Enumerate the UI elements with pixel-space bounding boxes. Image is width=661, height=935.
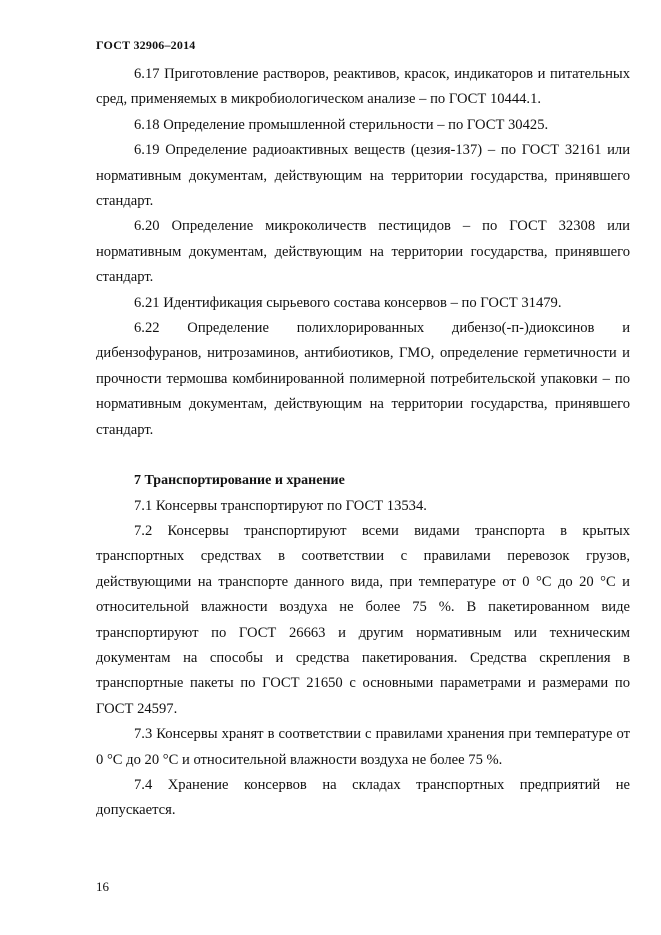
paragraph-6-19: 6.19 Определение радиоактивных веществ (цезия-137) – по ГОСТ 32161 или нормативным документам, действующим на территории государства, принявшего стандарт. [96,142,630,210]
document-header: ГОСТ 32906–2014 [96,38,196,52]
page-number: 16 [96,879,109,894]
paragraph-7-3: 7.3 Консервы хранят в соответствии с правилами хранения при температуре от 0 °С до 20 °С и относительной влажности воздуха не более 75 %. [96,726,630,768]
section-heading: 7 Транспортирование и хранение [134,473,345,489]
document-body [96,62,630,824]
paragraph-6-17: 6.17 Приготовление растворов, реактивов, красок, индикаторов и питательных сред, применяемых в микробиологическом анализе – по ГОСТ 10444.1. [96,66,630,108]
paragraph-7-2: 7.2 Консервы транспортируют всеми видами транспорта в крытых транспортных средствах в соответствии с правилами перевозок грузов, действующими на транспорте данного вида, при температуре от 0 °С до 20 °С и относительной влажности воздуха не более 75 %. В пакетированном виде транспортируют по ГОСТ 26663 и другим нормативным или техническим документам на способы и средства пакетирования. Средства скрепления в транспортные пакеты по ГОСТ 21650 с основными параметрами и размерами по ГОСТ 24597. [96,522,630,717]
paragraph-6-18: 6.18 Определение промышленной стерильности – по ГОСТ 30425. [134,116,549,133]
paragraph-7-1: 7.1 Консервы транспортируют по ГОСТ 13534. [134,497,427,514]
paragraph-6-22: 6.22 Определение полихлорированных дибензо(-п-)диоксинов и дибензофуранов, нитрозаминов, антибиотиков, ГМО, определение герметичности и прочности термошва комбинированной полимерной потребительской упаковки – по нормативным документам, действующим на территории государства, принявшего стандарт. [96,320,630,438]
paragraph-6-21: 6.21 Идентификация сырьевого состава консервов – по ГОСТ 31479. [134,294,562,311]
paragraph-7-4: 7.4 Хранение консервов на складах транспортных предприятий не допускается. [96,776,630,819]
paragraph-6-20: 6.20 Определение микроколичеств пестицидов – по ГОСТ 32308 или нормативным документам, действующим на территории государства, принявшего стандарт. [96,218,630,286]
